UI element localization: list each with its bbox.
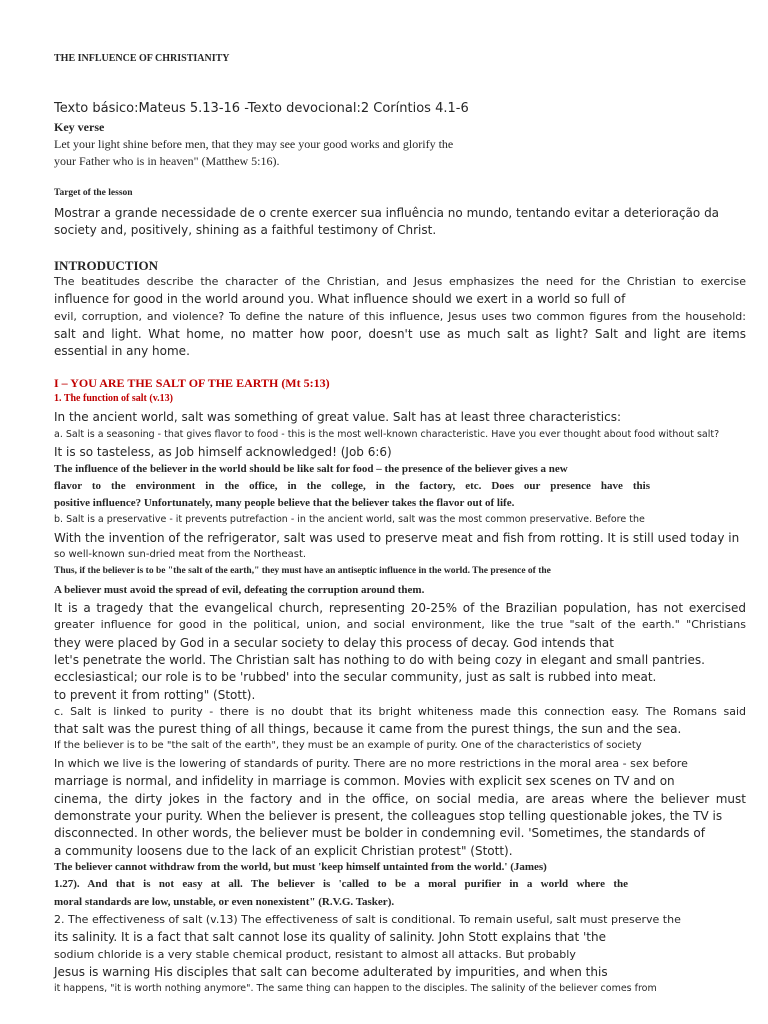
key-verse-line: your Father who is in heaven" (Matthew 5:16).	[54, 154, 280, 168]
body-line: c. Salt is linked to purity - there is no doubt that its bright whiteness made this connection easy. The Romans said	[54, 705, 746, 718]
body-line: so well-known sun-dried meat from the Northeast.	[54, 549, 307, 560]
body-line: to prevent it from rotting" (Stott).	[54, 688, 256, 702]
key-verse-heading: Key verse	[54, 120, 105, 134]
body-line: If the believer is to be "the salt of the earth", they must be an example of purity. One of the characteristics of society	[54, 740, 642, 751]
body-line: greater influence for good in the political, union, and social environment, like the true "salt of the earth." "Christians	[54, 618, 746, 631]
body-line: marriage is normal, and infidelity in marriage is common. Movies with explicit sex scenes on TV and on	[54, 774, 675, 788]
texto-basico: Texto básico:Mateus 5.13-16 -Texto devocional:2 Coríntios 4.1-6	[54, 101, 469, 116]
intro-line: influence for good in the world around you. What influence should we exert in a world so full of	[54, 292, 626, 306]
body-line: In which we live is the lowering of standards of purity. There are no more restrictions in the moral area - sex before	[54, 757, 688, 770]
target-heading: Target of the lesson	[54, 188, 133, 198]
body-line: The believer cannot withdraw from the world, but must 'keep himself untainted from the world.' (James)	[54, 861, 547, 873]
intro-heading: INTRODUCTION	[54, 258, 159, 273]
body-line: disconnected. In other words, the believer must be bolder in condemning evil. 'Sometimes, the standards of	[54, 826, 705, 840]
body-line: It is so tasteless, as Job himself acknowledged! (Job 6:6)	[54, 445, 392, 459]
body-line: b. Salt is a preservative - it prevents putrefaction - in the ancient world, salt was the most common preservative. Before the	[54, 514, 645, 525]
body-line: ecclesiastical; our role is to be 'rubbed' into the secular community, just as salt is rubbed into meat.	[54, 670, 657, 684]
body-line: positive influence? Unfortunately, many people believe that the believer takes the flavor out of life.	[54, 497, 515, 509]
target-line: Mostrar a grande necessidade de o crente exercer sua influência no mundo, tentando evitar a deterioração da	[54, 206, 720, 220]
section-heading: I – YOU ARE THE SALT OF THE EARTH (Mt 5:13)	[54, 376, 330, 390]
body-line: a community loosens due to the lack of an explicit Christian protest" (Stott).	[54, 844, 513, 858]
body-line: it happens, "it is worth nothing anymore". The same thing can happen to the disciples. The salinity of the believer comes from	[54, 983, 657, 994]
body-line: a. Salt is a seasoning - that gives flavor to food - this is the most well-known characteristic. Have you ever thought about food without salt?	[54, 429, 720, 440]
body-line: moral standards are low, unstable, or even nonexistent" (R.V.G. Tasker).	[54, 896, 395, 908]
subsection-heading: 1. The function of salt (v.13)	[54, 393, 173, 404]
intro-line: The beatitudes describe the character of the Christian, and Jesus emphasizes the need for the Christian to exercise	[54, 275, 746, 288]
body-line: 1.27). And that is not easy at all. The believer is 'called to be a moral purifier in a world where the	[54, 878, 628, 890]
body-line: In the ancient world, salt was something of great value. Salt has at least three characteristics:	[54, 410, 622, 424]
target-line: society and, positively, shining as a faithful testimony of Christ.	[54, 223, 437, 237]
body-line: Jesus is warning His disciples that salt can become adulterated by impurities, and when this	[54, 965, 608, 979]
body-line: A believer must avoid the spread of evil, defeating the corruption around them.	[54, 584, 425, 596]
body-line: With the invention of the refrigerator, salt was used to preserve meat and fish from rotting. It is still used today in	[54, 531, 740, 545]
body-line: sodium chloride is a very stable chemical product, resistant to almost all attacks. But probably	[54, 948, 576, 961]
body-line: flavor to the environment in the office, in the college, in the factory, etc. Does our presence have this	[54, 480, 650, 492]
body-line: they were placed by God in a secular society to delay this process of decay. God intends that	[54, 636, 614, 650]
intro-line: evil, corruption, and violence? To define the nature of this influence, Jesus uses two common figures from the household:	[54, 310, 746, 323]
document-title: THE INFLUENCE OF CHRISTIANITY	[54, 53, 230, 64]
intro-line: salt and light. What home, no matter how poor, doesn't use as much salt as light? Salt and light are items	[54, 327, 746, 341]
body-line: cinema, the dirty jokes in the factory and in the office, on social media, are areas where the believer must	[54, 792, 746, 806]
body-line: its salinity. It is a fact that salt cannot lose its quality of salinity. John Stott explains that 'the	[54, 930, 606, 944]
body-line: The influence of the believer in the world should be like salt for food – the presence of the believer gives a new	[54, 463, 568, 475]
body-line: It is a tragedy that the evangelical church, representing 20-25% of the Brazilian population, has not exercised	[54, 601, 746, 615]
body-line: 2. The effectiveness of salt (v.13) The effectiveness of salt is conditional. To remain useful, salt must preserve the	[54, 913, 681, 926]
intro-line: essential in any home.	[54, 344, 190, 358]
body-line: that salt was the purest thing of all things, because it came from the purest things, the sun and the sea.	[54, 722, 682, 736]
body-line: demonstrate your purity. When the believer is present, the colleagues stop telling questionable jokes, the TV is	[54, 809, 723, 823]
body-line: Thus, if the believer is to be "the salt of the earth," they must have an antiseptic influence in the world. The presence of the	[54, 566, 551, 576]
body-line: let's penetrate the world. The Christian salt has nothing to do with being cozy in elegant and small pantries.	[54, 653, 705, 667]
key-verse-line: Let your light shine before men, that they may see your good works and glorify the	[54, 137, 454, 151]
